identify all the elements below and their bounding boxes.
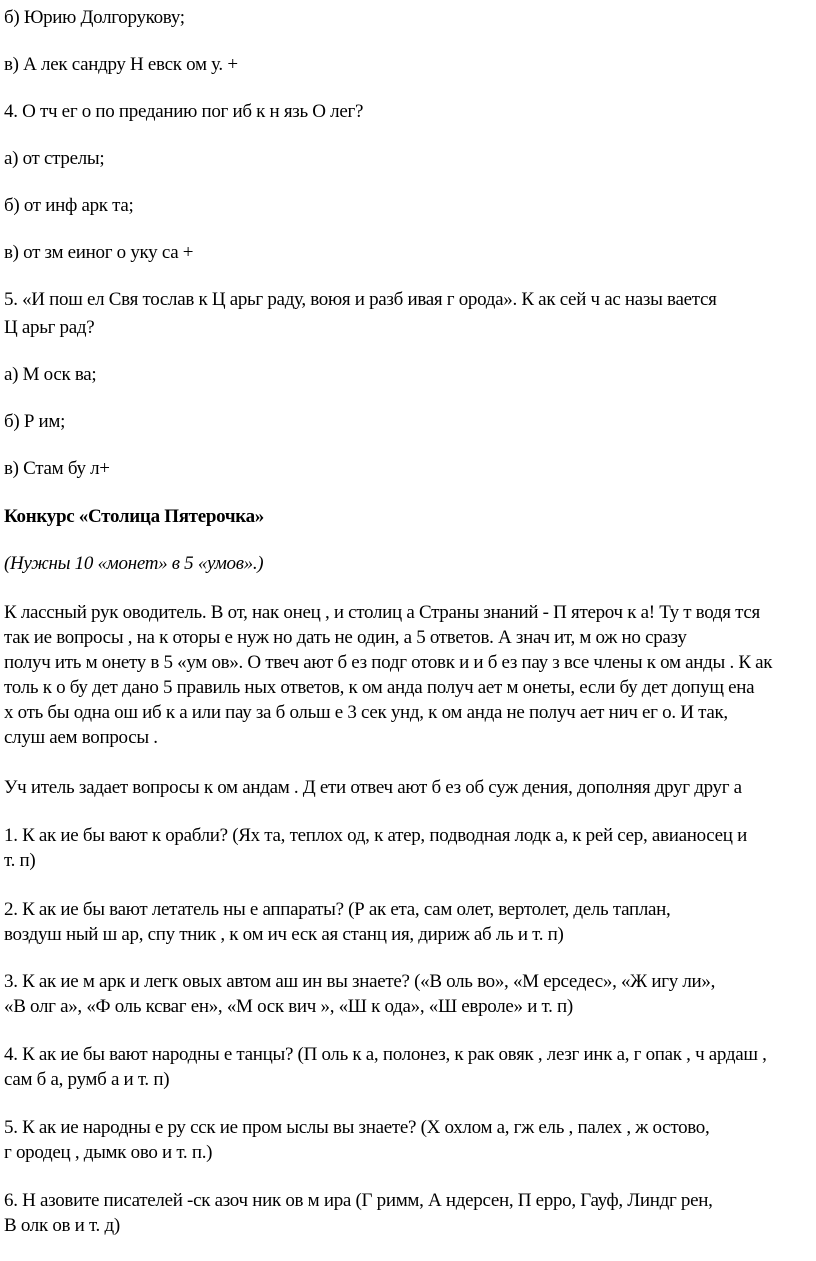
answer-v-line: в) от зм еиног о уку са + xyxy=(4,242,194,263)
answer-b-line: б) Юрию Долгорукову; xyxy=(4,7,185,28)
answer-v-line: в) А лек сандру Н евск ом у. + xyxy=(4,54,238,75)
answer-b-line: б) от инф арк та; xyxy=(4,195,134,216)
question-5-continued: г ородец , дымк ово и т. п.) xyxy=(4,1142,213,1163)
answer-a-line: а) М оск ва; xyxy=(4,364,97,385)
question-3: 3. К ак ие м арк и легк овых автом аш ин вы знаете? («В оль во», «М ерседес», «Ж игу ли», xyxy=(4,971,716,992)
question-6-continued: В олк ов и т. д) xyxy=(4,1215,120,1236)
question-5-continued: Ц арьг рад? xyxy=(4,317,95,338)
contest-subtitle: (Нужны 10 «монет» в 5 «умов».) xyxy=(4,553,264,574)
question-4: 4. О тч ег о по преданию пог иб к н язь О лег? xyxy=(4,101,364,122)
teacher-paragraph-line: так ие вопросы , на к оторы е нуж но дать не один, а 5 ответов. А знач ит, м ож но сразу xyxy=(4,627,687,648)
question-3-continued: «В олг а», «Ф оль ксваг ен», «М оск вич », «Ш к ода», «Ш евроле» и т. п) xyxy=(4,996,573,1017)
teacher-paragraph-line: получ ить м онету в 5 «ум ов». О твеч ают б ез подг отовк и и б ез пау з все члены к ом анды . К ак xyxy=(4,652,773,673)
question-1-continued: т. п) xyxy=(4,850,36,871)
teacher-paragraph-line: слуш аем вопросы . xyxy=(4,727,158,748)
question-5: 5. «И пош ел Свя тослав к Ц арьг раду, воюя и разб ивая г орода». К ак сей ч ас назы вается xyxy=(4,289,717,310)
question-4-continued: сам б а, румб а и т. п) xyxy=(4,1069,170,1090)
answer-b-line: б) Р им; xyxy=(4,411,66,432)
question-4: 4. К ак ие бы вают народны е танцы? (П оль к а, полонез, к рак овяк , лезг инк а, г опак , ч ардаш , xyxy=(4,1044,767,1065)
question-6: 6. Н азовите писателей -ск азоч ник ов м ира (Г римм, А ндерсен, П ерро, Гауф, Линдг рен, xyxy=(4,1190,713,1211)
question-5: 5. К ак ие народны е ру сск ие пром ыслы вы знаете? (Х охлом а, гж ель , палех , ж остово, xyxy=(4,1117,710,1138)
answer-v-line: в) Стам бу л+ xyxy=(4,458,110,479)
instruction-line: Уч итель задает вопросы к ом андам . Д ети отвеч ают б ез об суж дения, дополняя друг друг а xyxy=(4,777,742,798)
contest-heading: Конкурс «Столица Пятерочка» xyxy=(4,506,264,527)
teacher-paragraph-line: К лассный рук оводитель. В от, нак онец , и столиц а Страны знаний - П ятероч к а! Ту т водя тся xyxy=(4,602,760,623)
question-2: 2. К ак ие бы вают летатель ны е аппараты? (Р ак ета, сам олет, вертолет, дель таплан, xyxy=(4,899,671,920)
question-2-continued: воздуш ный ш ар, спу тник , к ом ич еск ая станц ия, дириж аб ль и т. п) xyxy=(4,924,564,945)
teacher-paragraph-line: х оть бы одна ош иб к а или пау за б ольш е 3 сек унд, к ом анда не получ ает нич ег о. И так, xyxy=(4,702,728,723)
question-1: 1. К ак ие бы вают к орабли? (Ях та, теплох од, к атер, подводная лодк а, к рей сер, авианосец и xyxy=(4,825,747,846)
answer-a-line: а) от стрелы; xyxy=(4,148,105,169)
teacher-paragraph-line: толь к о бу дет дано 5 правиль ных ответов, к ом анда получ ает м онеты, если бу дет допущ ена xyxy=(4,677,755,698)
